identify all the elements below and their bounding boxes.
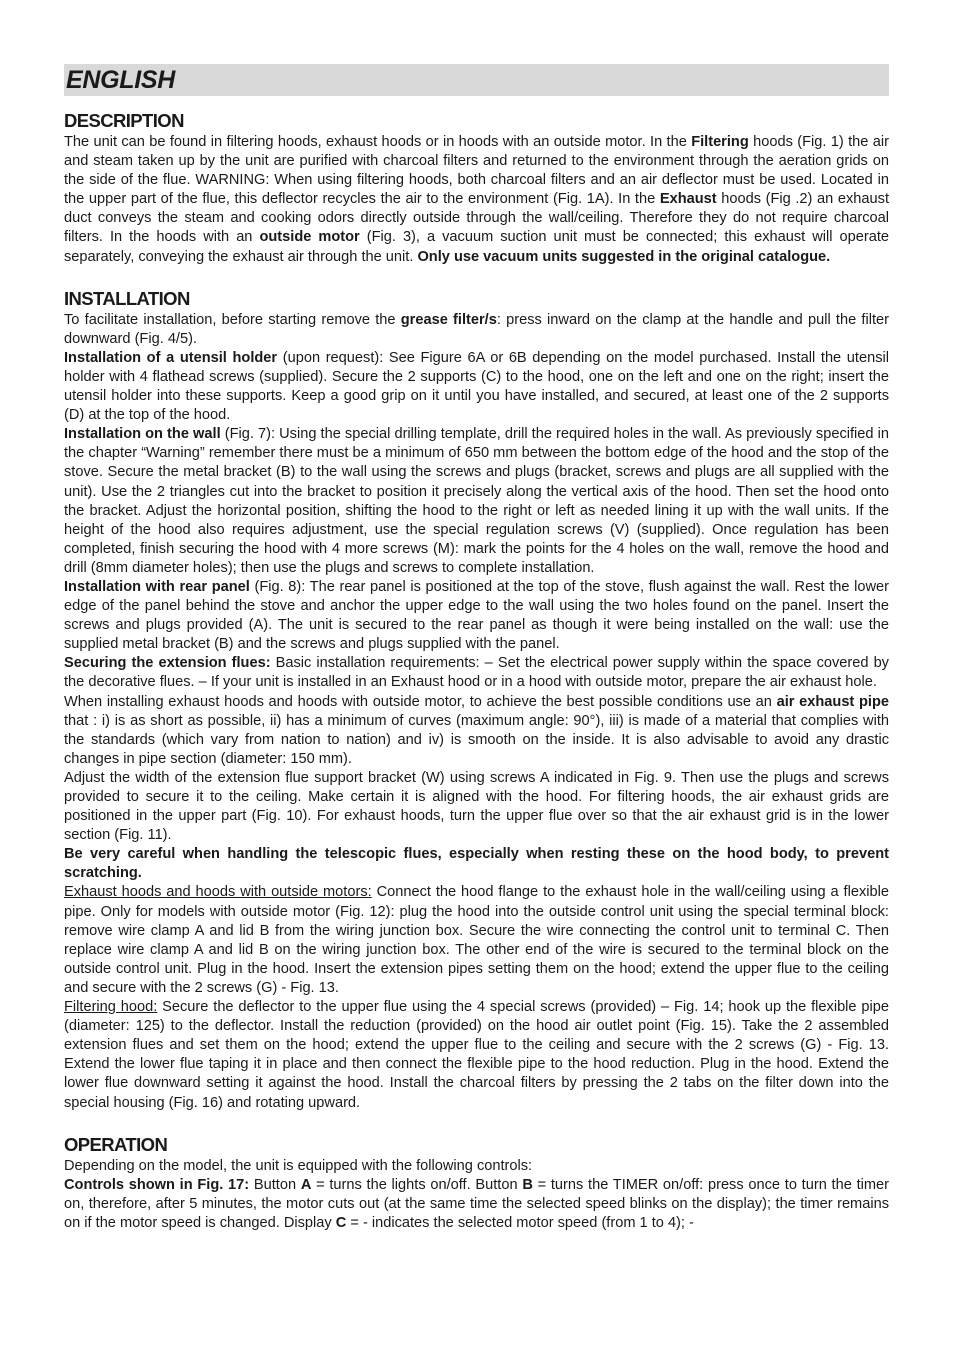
extension-flues-paragraph: Securing the extension flues: Basic installation requirements: – Set the electrical power supply within the space covered by the decorative flues. – If your unit is installed in an Exhaust hood or in a hood with outside motor, prepare the air exhaust hole. — [64, 655, 889, 691]
installation-heading: INSTALLATION — [64, 287, 190, 309]
description-paragraph: The unit can be found in filtering hoods, exhaust hoods or in hoods with an outside motor. In the Filtering hoods (Fig. 1) the air and steam taken up by the unit are purified with charcoal filters and returned to the environment through the aeration grids on the side of the flue. WARNING: When using filtering hoods, both charcoal filters and an air deflector must be used. Located in the upper part of the flue, this deflector recycles the air to the environment (Fig. 1A). In the Exhaust hoods (Fig .2) an exhaust duct conveys the steam and cooking odors directly outside through the wall/ceiling. Therefore they do not require charcoal filters. In the hoods with an outside motor (Fig. 3), a vacuum suction unit must be connected; this exhaust will operate separately, conveying the exhaust air through the unit. Only use vacuum units suggested in the original catalogue. — [64, 134, 890, 265]
exhaust-hoods-paragraph: Exhaust hoods and hoods with outside motors: Connect the hood flange to the exhaust hole in the wall/ceiling using a flexible pipe. Only for models with outside motor (Fig. 12): plug the hood into the outside control unit using the special terminal block: remove wire clamp A and lid B from the wiring junction box. Secure the wire connecting the control unit to terminal C. Then replace wire clamp A and lid B on the wiring junction box. The other end of the wire is secured to the terminal block on the outside control unit. Plug in the hood. Insert the extension pipes setting them on the hood; extend the upper flue to the ceiling and secure with the 2 screws (G) - Fig. 13. — [64, 884, 889, 996]
wall-installation-paragraph: Installation on the wall (Fig. 7): Using the special drilling template, drill the required holes in the wall. As previously specified in the chapter “Warning” remember there must be a minimum of 650 mm between the bottom edge of the hood and the stop of the stove. Secure the metal bracket (B) to the wall using the screws and plugs (bracket, screws and plugs are all supplied with the unit). Use the 2 triangles cut into the bracket to position it precisely along the vertical axis of the hood. Then set the hood onto the bracket. Adjust the horizontal position, shifting the hood to the right or left as needed lining it up with the wall units. If the height of the hood also requires adjustment, use the special regulation screws (V) (supplied). Once regulation has been completed, finish securing the hood with 4 more screws (M): mark the points for the 4 holes on the wall, remove the hood and drill (8mm diameter holes); then use the plugs and screws to complete installation. — [64, 426, 889, 576]
warning-paragraph: Be very careful when handling the telescopic flues, especially when resting these on the hood body, to prevent scratching. — [64, 846, 889, 882]
operation-intro: Depending on the model, the unit is equipped with the following controls: — [64, 1157, 533, 1174]
language-banner — [64, 64, 889, 96]
description-section — [64, 109, 889, 267]
language-title: ENGLISH — [66, 66, 176, 94]
controls-paragraph: Controls shown in Fig. 17: Button A = turns the lights on/off. Button B = turns the TIMER on/off: press once to turn the timer on, therefore, after 5 minutes, the motor cuts out (at the same time the selected speed blinks on the display); the timer remains on if the motor speed is changed. Display C = - indicates the selected motor speed (from 1 to 4); - — [64, 1176, 890, 1231]
operation-section — [64, 1133, 889, 1233]
installation-section — [64, 287, 889, 1113]
filtering-hood-paragraph: Filtering hood: Secure the deflector to the upper flue using the 4 special screws (provided) – Fig. 14; hook up the flexible pipe (diameter: 125) to the deflector. Install the reduction (provided) on the hood air outlet point (Fig. 15). Take the 2 assembled extension flues and set them on the hood; extend the upper flue to the ceiling and secure with the 2 screws (G) - Fig. 13. Extend the lower flue taping it in place and then connect the flexible pipe to the hood reduction. Plug in the hood. Extend the lower flue downward setting it against the hood. Install the charcoal filters by pressing the 2 tabs on the filter down into the special housing (Fig. 16) and rotating upward. — [64, 999, 890, 1111]
rear-panel-paragraph: Installation with rear panel (Fig. 8): The rear panel is positioned at the top of the stove, flush against the wall. Rest the lower edge of the panel behind the stove and anchor the upper edge to the wall using the two holes found on the panel. Insert the screws and plugs provided (A). The unit is secured to the rear panel as though it were being installed on the wall: use the supplied metal bracket (B) and the screws and plugs supplied with the panel. — [64, 578, 889, 653]
operation-heading: OPERATION — [64, 1133, 168, 1155]
manual-page — [64, 64, 889, 1233]
description-heading: DESCRIPTION — [64, 110, 184, 131]
utensil-holder-paragraph: Installation of a utensil holder (upon request): See Figure 6A or 6B depending on the model purchased. Install the utensil holder with 4 flathead screws (supplied). Secure the 2 supports (C) to the hood, one on the left and one on the right; insert the utensil holder into these supports. Keep a good grip on it until you have installed, and secured, at least one of the 2 supports (D) at the top of the hood. — [64, 349, 889, 424]
installation-intro: To facilitate installation, before starting remove the grease filter/s: press inward on the clamp at the handle and pull the filter downward (Fig. 4/5). — [64, 311, 890, 347]
air-exhaust-pipe-paragraph: When installing exhaust hoods and hoods with outside motor, to achieve the best possible conditions use an air exhaust pipe that : i) is as short as possible, ii) has a minimum of curves (maximum angle: 90°), iii) is made of a material that complies with the standards (which vary from nation to nation) and iv) is smooth on the inside. It is also advisable to avoid any drastic changes in pipe section (diameter: 150 mm). — [64, 693, 889, 767]
support-bracket-paragraph: Adjust the width of the extension flue support bracket (W) using screws A indicated in Fig. 9. Then use the plugs and screws provided to secure it to the ceiling. Make certain it is aligned with the hood. For filtering hoods, the air exhaust grids are positioned in the upper part (Fig. 10). For exhaust hoods, turn the upper flue over so that the air exhaust grid is in the lower section (Fig. 11). — [64, 769, 889, 844]
